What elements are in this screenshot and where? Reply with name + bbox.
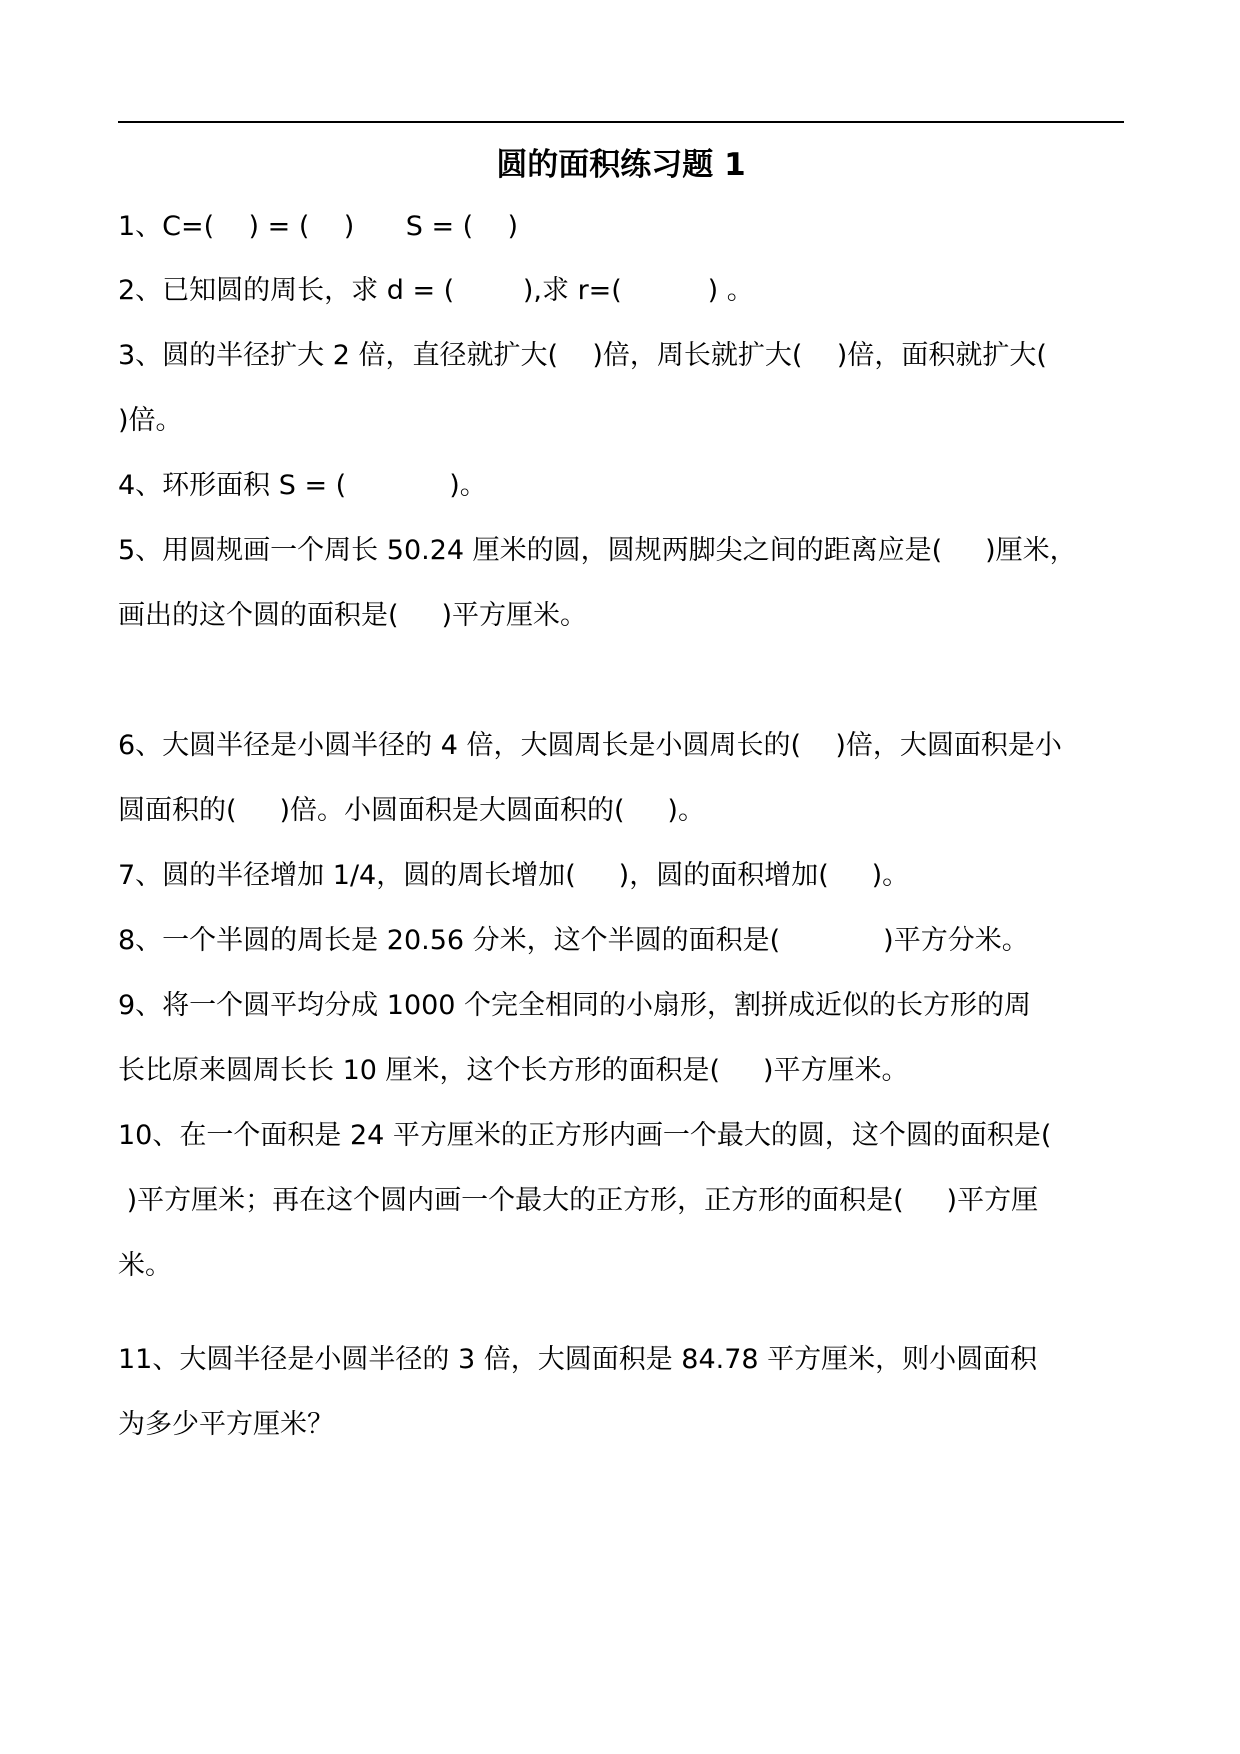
question-9-line-1: 9、将一个圆平均分成 1000 个完全相同的小扇形，割拼成近似的长方形的周: [118, 990, 1032, 1021]
question-2-line-1: 2、已知圆的周长，求 d = ( ),求 r=( ) 。: [118, 275, 754, 306]
question-3-line-2: )倍。: [118, 405, 183, 436]
top-rule: [118, 121, 1124, 123]
question-11-line-2: 为多少平方厘米？: [118, 1409, 334, 1440]
question-10-line-3: 米。: [118, 1250, 172, 1281]
question-4-line-1: 4、环形面积 S = ( )。: [118, 470, 487, 501]
question-10-line-2: )平方厘米；再在这个圆内画一个最大的正方形，正方形的面积是( )平方厘: [118, 1185, 1039, 1216]
question-7-line-1: 7、圆的半径增加 1/4，圆的周长增加( )，圆的面积增加( )。: [118, 860, 910, 891]
question-5-line-1: 5、用圆规画一个周长 50.24 厘米的圆，圆规两脚尖之间的距离应是( )厘米，: [118, 535, 1077, 566]
question-6-line-1: 6、大圆半径是小圆半径的 4 倍，大圆周长是小圆周长的( )倍，大圆面积是小: [118, 730, 1062, 761]
question-9-line-2: 长比原来圆周长长 10 厘米，这个长方形的面积是( )平方厘米。: [118, 1055, 909, 1086]
question-10-line-1: 10、在一个面积是 24 平方厘米的正方形内画一个最大的圆，这个圆的面积是(: [118, 1120, 1052, 1151]
page-title: 圆的面积练习题 1: [496, 147, 746, 183]
question-6-line-2: 圆面积的( )倍。小圆面积是大圆面积的( )。: [118, 795, 705, 826]
question-11-line-1: 11、大圆半径是小圆半径的 3 倍，大圆面积是 84.78 平方厘米，则小圆面积: [118, 1344, 1038, 1375]
question-1-line-1: 1、C=( ) = ( ) S = ( ): [118, 211, 519, 242]
question-5-line-2: 画出的这个圆的面积是( )平方厘米。: [118, 600, 587, 631]
question-8-line-1: 8、一个半圆的周长是 20.56 分米，这个半圆的面积是( )平方分米。: [118, 925, 1029, 956]
question-3-line-1: 3、圆的半径扩大 2 倍，直径就扩大( )倍，周长就扩大( )倍，面积就扩大(: [118, 340, 1047, 371]
